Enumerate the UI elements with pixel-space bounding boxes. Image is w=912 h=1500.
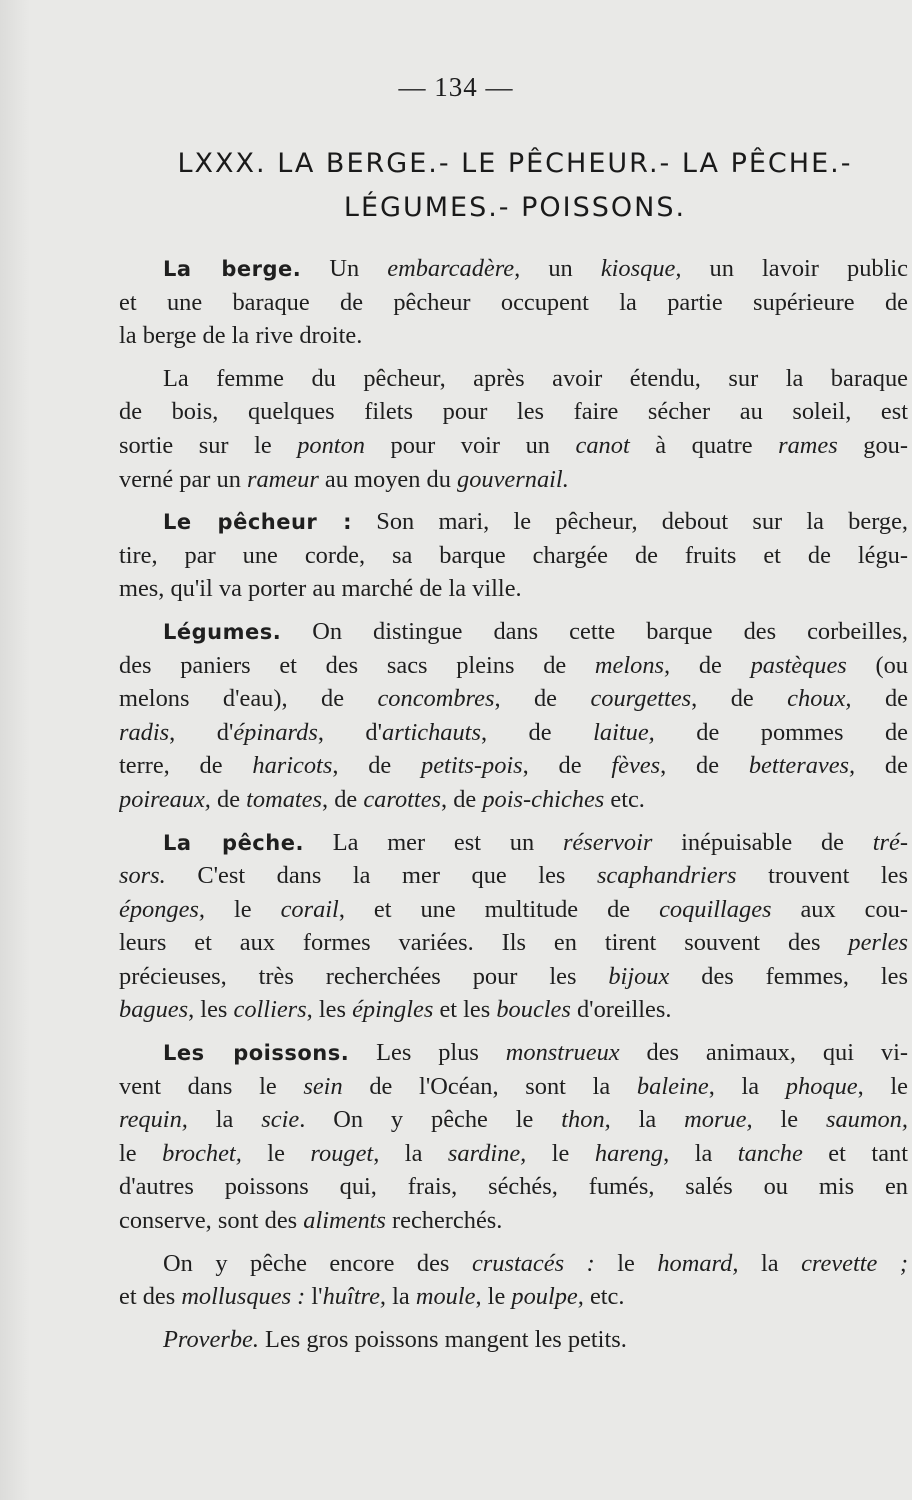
text-line [119, 960, 908, 994]
italic-term: canot [575, 431, 630, 459]
italic-term: aliments [303, 1207, 386, 1235]
italic-term: carottes [363, 785, 442, 813]
italic-term: tomates [246, 785, 323, 813]
italic-term: rameur [247, 465, 319, 493]
text-line [119, 826, 908, 860]
text-run: La mer est un [303, 828, 563, 856]
text-line [119, 749, 908, 783]
text-run: , le [475, 1283, 512, 1311]
text-run: , de [332, 752, 422, 780]
text-line [119, 1170, 908, 1204]
italic-term: épinards [233, 718, 318, 746]
italic-term: bijoux [608, 962, 670, 990]
text-run: , la [708, 1072, 786, 1100]
paragraph [119, 826, 908, 1028]
text-run: Son mari, le pêcheur, debout sur la berge, [352, 508, 908, 536]
page-number: — 134 — [398, 72, 514, 102]
italic-term: kiosque, [600, 255, 682, 282]
text-run: , la [373, 1139, 448, 1167]
italic-term: gouvernail. [457, 465, 569, 493]
italic-term: brochet, [162, 1139, 242, 1167]
text-run: , de [480, 718, 594, 746]
italic-term: Proverbe. [163, 1325, 259, 1353]
italic-term: boucles [496, 996, 571, 1024]
italic-term: crevette ; [801, 1249, 908, 1277]
text-run: de [851, 685, 908, 713]
italic-term: choux, [787, 685, 852, 713]
text-run: etc. [604, 785, 645, 813]
text-run: le [119, 1139, 163, 1167]
italic-term: éponges, [119, 895, 206, 923]
italic-term: rames [778, 431, 838, 459]
chapter-title-line-2: LÉGUMES.- POISSONS. [343, 192, 687, 223]
paragraph [119, 1323, 908, 1357]
text-run: Les gros poissons mangent les petits. [258, 1325, 627, 1353]
text-run: la [187, 1106, 262, 1134]
text-line [119, 1036, 908, 1070]
text-run: , d' [169, 718, 234, 746]
text-line [119, 649, 908, 683]
italic-term: huître, [322, 1283, 387, 1311]
text-line [119, 682, 908, 716]
text-run: aux cou- [771, 895, 908, 923]
italic-term: embarcadère, [387, 255, 521, 282]
text-line [119, 716, 908, 750]
text-run: le [526, 1139, 595, 1167]
text-run: de [855, 752, 908, 780]
italic-term: monstrueux [505, 1039, 620, 1067]
text-line [119, 993, 908, 1027]
text-run: pour voir un [364, 431, 576, 459]
text-run: mes, qu'il va porter au marché de la ville. [119, 575, 522, 603]
italic-term: mollusques : [181, 1283, 306, 1311]
italic-term: melons, [594, 651, 671, 679]
text-run: sortie sur le [119, 431, 298, 459]
text-run: melons d'eau), de [119, 685, 378, 713]
text-run: un lavoir public [681, 255, 908, 282]
text-run: conserve, sont des [119, 1207, 304, 1235]
chapter-title [100, 142, 912, 230]
italic-term: corail [280, 895, 339, 923]
text-run: de [670, 651, 751, 679]
paragraph [119, 615, 908, 817]
italic-term: tanche [737, 1139, 803, 1167]
text-line [119, 395, 908, 429]
page-edge-shadow [0, 0, 30, 1500]
text-run: On y pêche encore des [163, 1249, 472, 1277]
text-line [119, 429, 908, 463]
section-heading: Légumes. [163, 619, 282, 644]
text-run: , de [494, 685, 591, 713]
text-line [119, 783, 908, 817]
text-run: la [610, 1106, 685, 1134]
body-text [119, 252, 908, 1365]
text-run: , de [522, 752, 612, 780]
text-run: le [205, 895, 281, 923]
italic-term: artichauts [382, 718, 481, 746]
italic-term: betteraves, [748, 752, 856, 780]
italic-term: radis [119, 718, 170, 746]
italic-term: fèves [611, 752, 661, 780]
text-run: C'est dans la mer que les [165, 862, 597, 890]
italic-term: bagues [119, 996, 189, 1024]
text-line [119, 615, 908, 649]
text-line [119, 539, 908, 573]
section-heading: Le pêcheur : [163, 510, 353, 535]
text-run: Les plus [349, 1039, 506, 1067]
text-run: le [594, 1249, 658, 1277]
text-run: trouvent les [736, 862, 908, 890]
paragraph [119, 252, 908, 353]
italic-term: scaphandriers [596, 862, 737, 890]
italic-term: sors. [119, 862, 166, 890]
text-line [119, 286, 908, 320]
italic-term: perles [848, 929, 908, 957]
text-line [119, 1137, 908, 1171]
text-run: verné par un [119, 465, 247, 493]
section-heading: Les poissons. [163, 1041, 350, 1066]
italic-term: petits-pois [421, 752, 523, 780]
paragraph [119, 1036, 908, 1238]
italic-term: thon, [561, 1106, 611, 1134]
text-run: recherchés. [385, 1207, 503, 1235]
text-run: le [752, 1106, 826, 1134]
text-run: au moyen du [318, 465, 458, 493]
italic-term: ponton [297, 431, 365, 459]
text-run: et tant [802, 1139, 908, 1167]
text-run: (ou [846, 651, 908, 679]
text-run: , les [306, 996, 353, 1024]
text-run: des paniers et des sacs pleins de [119, 651, 595, 679]
italic-term: morue, [684, 1106, 753, 1134]
italic-term: sardine, [447, 1139, 527, 1167]
text-run: de l'Océan, sont la [342, 1072, 637, 1100]
text-run: La femme du pêcheur, après avoir étendu, sur la baraque [163, 364, 908, 392]
italic-term: baleine [636, 1072, 709, 1100]
text-line [119, 1103, 908, 1137]
italic-term: haricots [252, 752, 333, 780]
text-run: et les [433, 996, 497, 1024]
text-run: à quatre [629, 431, 779, 459]
text-run: de bois, quelques filets pour les faire sécher au soleil, est [119, 398, 908, 426]
text-run: d'autres poissons qui, frais, séchés, fumés, salés ou mis en [119, 1173, 908, 1201]
text-run: des femmes, les [669, 962, 908, 990]
text-run: le [241, 1139, 311, 1167]
text-line [119, 252, 908, 286]
italic-term: sein [303, 1072, 343, 1100]
text-line [119, 1280, 908, 1314]
text-run: de pommes de [654, 718, 908, 746]
italic-term: hareng [594, 1139, 664, 1167]
italic-term: requin, [119, 1106, 188, 1134]
text-run: et des [119, 1283, 182, 1311]
text-run: , de [322, 785, 364, 813]
text-run: vent dans le [119, 1072, 304, 1100]
section-heading: La berge. [163, 257, 302, 281]
italic-term: rouget [310, 1139, 374, 1167]
text-run: précieuses, très recherchées pour les [119, 962, 609, 990]
text-run: l' [305, 1283, 323, 1311]
text-run: un [520, 255, 601, 282]
italic-term: réservoir [562, 828, 653, 856]
text-run: , la [663, 1139, 738, 1167]
text-run: , d' [317, 718, 383, 746]
italic-term: scie [261, 1106, 300, 1134]
italic-term: crustacés : [471, 1249, 595, 1277]
text-line [119, 1204, 908, 1238]
text-run: la [738, 1249, 802, 1277]
paragraph [119, 1247, 908, 1314]
text-line [119, 1070, 908, 1104]
text-run: la berge de la rive droite. [119, 322, 363, 350]
text-line [119, 859, 908, 893]
text-run: , de [441, 785, 483, 813]
italic-term: épingles [352, 996, 434, 1024]
text-run: , de [691, 685, 788, 713]
italic-term: pastèques [750, 651, 847, 679]
text-run: , le [857, 1072, 908, 1100]
italic-term: coquillages [659, 895, 772, 923]
text-run: terre, de [119, 752, 253, 780]
text-run: la [386, 1283, 416, 1311]
italic-term: concombres [377, 685, 495, 713]
italic-term: poireaux, [119, 785, 211, 813]
section-heading: La pêche. [163, 830, 304, 855]
text-line [119, 572, 908, 606]
italic-term: colliers [233, 996, 307, 1024]
text-line [119, 893, 908, 927]
text-run: On distingue dans cette barque des corbeilles, [281, 617, 908, 645]
text-run: gou- [837, 431, 908, 459]
italic-term: homard, [657, 1249, 739, 1277]
text-run: tire, par une corde, sa barque chargée de fruits et de légu- [119, 541, 908, 569]
paragraph [119, 362, 908, 496]
italic-term: saumon, [825, 1106, 908, 1134]
text-run: . On y pêche le [299, 1106, 562, 1134]
text-line [119, 362, 908, 396]
text-run: , et une multitude de [338, 895, 660, 923]
text-run: et une baraque de pêcheur occupent la partie supérieure de [119, 288, 908, 316]
text-run: d'oreilles. [570, 996, 672, 1024]
italic-term: laitue, [593, 718, 655, 746]
italic-term: poulpe, [511, 1283, 584, 1311]
text-run: , de [660, 752, 749, 780]
text-run: Un [301, 255, 388, 282]
italic-term: courgettes [590, 685, 692, 713]
text-run: des animaux, qui vi- [619, 1039, 908, 1067]
italic-term: phoque [785, 1072, 858, 1100]
italic-term: tré- [872, 828, 908, 856]
italic-term: moule [415, 1283, 476, 1311]
text-line [119, 505, 908, 539]
text-run: de [210, 785, 247, 813]
chapter-title-line-1: LXXX. LA BERGE.- LE PÊCHEUR.- LA PÊCHE.- [177, 148, 853, 179]
text-run: etc. [583, 1283, 625, 1311]
text-line [119, 463, 908, 497]
italic-term: pois-chiches [482, 785, 605, 813]
text-run: inépuisable de [652, 828, 873, 856]
paragraph [119, 505, 908, 606]
text-line [119, 1323, 908, 1357]
text-run: leurs et aux formes variées. Ils en tirent souvent des [119, 929, 849, 957]
text-line [119, 926, 908, 960]
text-line [119, 1247, 908, 1281]
text-run: , les [188, 996, 234, 1024]
text-line [119, 319, 908, 353]
